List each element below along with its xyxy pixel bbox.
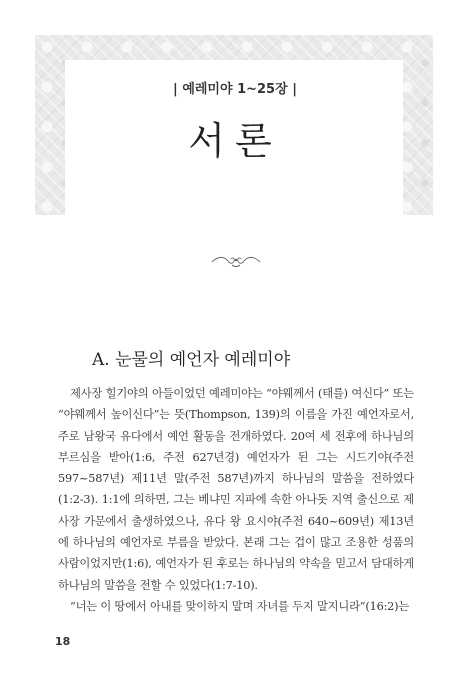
section-heading: A. 눈물의 예언자 예레미야 (92, 350, 291, 370)
page-number: 18 (55, 635, 71, 648)
paragraph-2: “너는 이 땅에서 아내를 맞이하지 말며 자녀를 두지 말지니라”(16:2)는 (70, 599, 410, 613)
flourish-ornament-icon (210, 254, 262, 268)
chapter-title: 서론 (188, 119, 282, 163)
book-range-label: | 예레미야 1~25장 | (173, 82, 297, 97)
body-text (58, 383, 414, 617)
paragraph-1: 제사장 힐기야의 아들이었던 예레미야는 “야웨께서 (태를) 여신다” 또는 “야웨께서 높이신다”는 뜻(Thompson, 139)의 이름을 가진 예언자로서, 주로 남왕국 유다에서 예언 활동을 전개하였다. 20여 세 전후에 하나님의 부르심을 받아(1:6, 주전 627년경) 예언자가 된 그는 시드기야(주전 597~587년) 제11년 말(주전 587년)까지 하나님의 말씀을 전하였다(1:2-3). 1:1에 의하면, 그는 베냐민 지파에 속한 아나돗 지역 출신으로 제사장 가문에서 출생하였으나, 유다 왕 요시야(주전 640~609년) 제13년에 하나님의 예언자로 부름을 받았다. 본래 그는 겁이 많고 조용한 성품의 사람이었지만(1:6), 예언자가 된 후로는 하나님의 약속을 믿고서 담대하게 하나님의 말씀을 전할 수 있었다(1:7-10). (58, 387, 414, 592)
